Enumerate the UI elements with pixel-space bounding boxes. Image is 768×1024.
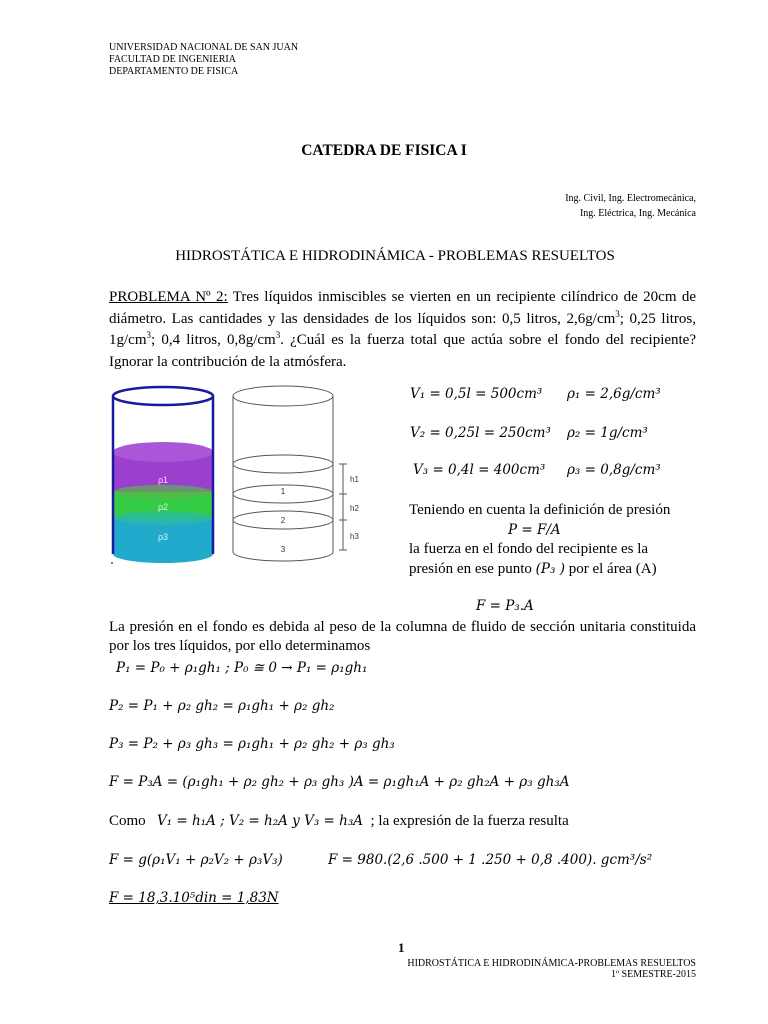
- page-footer: [407, 958, 696, 980]
- text-como-tail: ; la expresión de la fuerza resulta: [370, 813, 569, 829]
- header-department: DEPARTAMENTO DE FISICA: [109, 66, 239, 77]
- page-number: 1: [398, 940, 405, 955]
- liquid-3-bottom: [113, 545, 213, 563]
- interface-1-2: [113, 485, 213, 499]
- label-h2: h2: [350, 504, 359, 513]
- liquid-1-top: [113, 442, 213, 462]
- text-fuerza-1: la fuerza en el fondo del recipiente es la: [409, 541, 649, 557]
- problem-sup-3: 3: [275, 330, 281, 340]
- cylinders-figure: [103, 380, 373, 570]
- problem-text-3: ; 0,4 litros, 0,8g/cm: [151, 332, 276, 348]
- region-1-label: 1: [280, 487, 286, 496]
- header-university: UNIVERSIDAD NACIONAL DE SAN JUAN: [109, 42, 299, 53]
- label-h3: h3: [350, 532, 359, 541]
- eq-p3-paren: (P₃ ): [535, 561, 565, 577]
- outline-top: [233, 386, 333, 406]
- institution-header: [109, 42, 298, 78]
- figure-dot: [111, 562, 113, 564]
- eq-v2: V₂ = 0,25l = 250cm³: [410, 425, 551, 441]
- text-teniendo: Teniendo en cuenta la definición de presión: [409, 502, 671, 518]
- eq-pressure-def: P = F/A: [508, 522, 561, 538]
- text-fuerza-2a: presión en ese punto: [409, 561, 532, 577]
- eq-f-volumes: F = g(ρ₁V₁ + ρ₂V₂ + ρ₃V₃): [109, 852, 283, 868]
- problem-sup-2: 3: [146, 330, 151, 340]
- eq-rho2: ρ₂ = 1g/cm³: [567, 425, 648, 441]
- careers-list: [565, 191, 696, 221]
- footer-line-2: 1º SEMESTRE-2015: [610, 969, 696, 980]
- eq-p2: P₂ = P₁ + ρ₂ gh₂ = ρ₁gh₁ + ρ₂ gh₂: [109, 698, 335, 714]
- eq-f-numeric: F = 980.(2,6 .500 + 1 .250 + 0,8 .400). gcm³/s²: [328, 852, 653, 868]
- pressure-paragraph: La presión en el fondo es debida al peso de la columna de fluido de sección unitaria constituida por los tres líquidos, por ello determinamos: [109, 619, 696, 654]
- label-rho3: ρ3: [157, 532, 169, 542]
- eq-rho1: ρ₁ = 2,6g/cm³: [567, 386, 661, 402]
- text-fuerza-2b: por el área (A): [568, 561, 657, 577]
- eq-force-def: F = P₃.A: [476, 598, 534, 614]
- section-subtitle: HIDROSTÁTICA E HIDRODINÁMICA - PROBLEMAS RESUELTOS: [175, 248, 615, 264]
- outline-level-1: [233, 455, 333, 473]
- line-como: [109, 813, 569, 830]
- eq-result: F = 18,3.10⁵din = 1,83N: [109, 890, 279, 906]
- colored-cylinder: [111, 387, 213, 564]
- eq-p3: P₃ = P₂ + ρ₃ gh₃ = ρ₁gh₁ + ρ₂ gh₂ + ρ₃ gh₃: [109, 736, 395, 752]
- eq-v3: V₃ = 0,4l = 400cm³: [413, 462, 546, 478]
- label-rho1: ρ1: [157, 475, 169, 485]
- eq-p1: P₁ = P₀ + ρ₁gh₁ ; P₀ ≅ 0 → P₁ = ρ₁gh₁: [116, 660, 368, 676]
- eq-v1: V₁ = 0,5l = 500cm³: [410, 386, 543, 402]
- text-como: Como: [109, 813, 146, 829]
- problem-text-1: Tres líquidos inmiscibles se vierten en un recipiente cilíndrico de 20cm de diámetro. Las cantidades y las densidades de los líquidos son: 0,5 litros, 2,6g/cm: [109, 289, 696, 327]
- footer-line-1: HIDROSTÁTICA E HIDRODINÁMICA-PROBLEMAS RESUELTOS: [407, 958, 696, 969]
- problem-text-4: . ¿Cuál es la fuerza total que actúa sobre el fondo del recipiente? Ignorar la contribución de la atmósfera.: [109, 332, 696, 370]
- problem-sup-1: 3: [615, 308, 620, 319]
- problem-text-2: ; 0,25 litros, 1g/cm: [109, 310, 696, 348]
- eq-rho3: ρ₃ = 0,8g/cm³: [567, 462, 661, 478]
- careers-line-1: Ing. Civil, Ing. Electromecánica,: [565, 193, 696, 204]
- region-3-label: 3: [280, 545, 286, 554]
- text-fuerza-2: [409, 561, 657, 578]
- label-h1: h1: [350, 475, 359, 484]
- eq-como: V₁ = h₁A ; V₂ = h₂A y V₃ = h₃A: [156, 813, 364, 829]
- eq-f-expand: F = P₃A = (ρ₁gh₁ + ρ₂ gh₂ + ρ₃ gh₃ )A = ρ₁gh₁A + ρ₂ gh₂A + ρ₃ gh₃A: [109, 774, 570, 790]
- rim: [113, 387, 213, 405]
- region-2-label: 2: [280, 516, 286, 525]
- page-title: CATEDRA DE FISICA I: [301, 142, 467, 159]
- careers-line-2: Ing. Eléctrica, Ing. Mecánica: [579, 208, 696, 219]
- problem-statement: [109, 287, 696, 373]
- interface-2-3: [113, 511, 213, 525]
- header-faculty: FACULTAD DE INGENIERIA: [109, 54, 236, 65]
- outline-cylinder: [233, 386, 347, 561]
- problem-label: PROBLEMA Nº 2:: [109, 289, 228, 305]
- label-rho2: ρ2: [157, 502, 169, 512]
